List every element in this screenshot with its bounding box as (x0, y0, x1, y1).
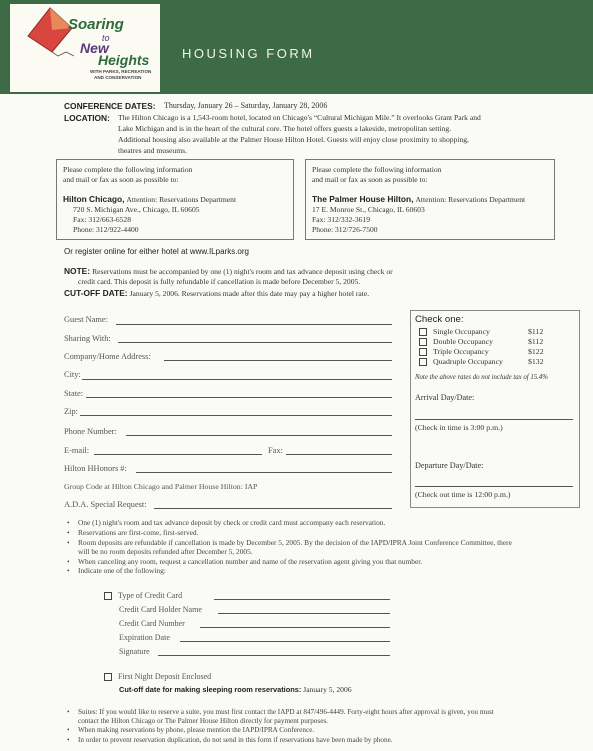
fax-input[interactable] (286, 454, 392, 455)
group-code: Group Code at Hilton Chicago and Palmer House Hilton: IAP (64, 482, 258, 491)
departure-label: Departure Day/Date: (415, 461, 484, 470)
ada-label: A.D.A. Special Request: (64, 500, 147, 509)
hotel-attn: Attention: Reservations Department (126, 195, 237, 204)
logo-line-2: to (102, 33, 110, 43)
hotel-name: The Palmer House Hilton, (312, 194, 414, 204)
hotel-address: 17 E. Monroe St., Chicago, IL 60603 (312, 205, 425, 214)
hhonors-label: Hilton HHonors #: (64, 464, 127, 473)
cutoff-sleeping-value: January 5, 2006 (303, 685, 352, 694)
zip-label: Zip: (64, 407, 78, 416)
checkbox[interactable] (419, 328, 427, 336)
arrival-label: Arrival Day/Date: (415, 393, 475, 402)
city-input[interactable] (82, 379, 392, 380)
list-item: • When canceling any room, request a cancellation number and name of the reservation agent giving you that number. (64, 558, 514, 567)
list-item: • Indicate one of the following: (64, 567, 514, 576)
card-holder-input[interactable] (218, 613, 390, 614)
occupancy-option[interactable] (419, 357, 574, 366)
occupancy-option[interactable] (419, 327, 574, 336)
hotel-attn: Attention: Reservations Department (415, 195, 526, 204)
list-item: • Suites: If you would like to reserve a suite, you must first contact the IAPD at 847/496-4449. Forty-eight hours after approval is given, you must contact the Hilton Chicago or The Palmer House Hilton directly for payment purposes. (64, 708, 504, 725)
page-title: HOUSING FORM (182, 46, 315, 61)
option-price: $112 (528, 327, 544, 336)
list-item: • One (1) night's room and tax advance deposit by check or credit card must accompany each reservation. (64, 519, 514, 528)
signature-input[interactable] (158, 655, 390, 656)
occupancy-option[interactable] (419, 347, 574, 356)
card-type-input[interactable] (214, 599, 390, 600)
zip-input[interactable] (80, 415, 392, 416)
online-note: Or register online for either hotel at www.ILparks.org (64, 247, 249, 256)
card-holder-label: Credit Card Holder Name (119, 605, 202, 614)
cutoff-sleeping-label: Cut-off date for making sleeping room reservations: (119, 685, 302, 694)
cutoff-label: CUT-OFF DATE: (64, 288, 128, 298)
hotel-phone: Phone: 312/922-4400 (73, 225, 139, 234)
occupancy-option[interactable] (419, 337, 574, 346)
card-number-input[interactable] (200, 627, 390, 628)
first-night-label: First Night Deposit Enclosed (118, 672, 212, 681)
hotel-box-hilton (56, 159, 294, 240)
checkbox[interactable] (419, 358, 427, 366)
location-line-1: The Hilton Chicago is a 1,543-room hotel, located on Chicago's “Cultural Michigan Mile.” It overlooks Grant Park and (118, 113, 481, 122)
checkbox[interactable] (419, 338, 427, 346)
arrival-input[interactable] (415, 419, 573, 420)
card-type-label: Type of Credit Card (118, 591, 183, 600)
list-item: • In order to prevent reservation duplication, do not send in this form if reservations have been made by phone. (64, 736, 504, 745)
policy-list (64, 519, 514, 577)
hotel-phone: Phone: 312/726-7500 (312, 225, 378, 234)
first-night-option[interactable] (104, 672, 211, 682)
email-input[interactable] (94, 454, 262, 455)
fax-label: Fax: (268, 446, 283, 455)
checkbox[interactable] (104, 673, 112, 681)
signature-label: Signature (119, 647, 150, 656)
email-label: E-mail: (64, 446, 90, 455)
list-item: • When making reservations by phone, please mention the IAPD/IPRA Conference. (64, 726, 504, 735)
logo-line-4: Heights (98, 52, 150, 68)
suite-list (64, 708, 504, 746)
check-one-box (410, 310, 580, 508)
option-price: $132 (528, 357, 544, 366)
hotel-box-palmer (305, 159, 555, 240)
logo-tagline-2: AND CONSERVATION (94, 75, 142, 80)
location-line-3: Additional housing also available at the Palmer House Hilton Hotel. Guests will enjoy close proximity to shopping, (118, 135, 469, 144)
sharing-with-input[interactable] (118, 342, 392, 343)
cutoff-text: January 5, 2006. Reservations made after this date may pay a higher hotel rate. (129, 289, 370, 298)
guest-name-label: Guest Name: (64, 315, 108, 324)
credit-card-option[interactable] (104, 591, 182, 601)
hotel-name: Hilton Chicago, (63, 194, 125, 204)
checkbox[interactable] (419, 348, 427, 356)
option-label: Double Occupancy (433, 337, 493, 346)
state-label: State: (64, 389, 84, 398)
logo-line-3: New (80, 40, 109, 56)
expiration-input[interactable] (180, 641, 390, 642)
tax-note: Note the above rates do not include tax of 15.4% (415, 374, 548, 381)
company-label: Company/Home Address: (64, 352, 151, 361)
ada-input[interactable] (154, 508, 392, 509)
option-label: Quadruple Occupancy (433, 357, 503, 366)
location-line-4: theatres and museums. (118, 146, 187, 155)
hhonors-input[interactable] (136, 472, 392, 473)
checkin-note: (Check in time is 3:00 p.m.) (415, 423, 503, 432)
option-label: Single Occupancy (433, 327, 490, 336)
departure-input[interactable] (415, 486, 573, 487)
expiration-label: Expiration Date (119, 633, 170, 642)
location-line-2: Lake Michigan and is in the heart of the cultural core. The hotel offers guests a lakeside, metropolitan setting. (118, 124, 452, 133)
dates-value: Thursday, January 26 – Saturday, January 28, 2006 (164, 101, 328, 110)
hotel-intro-1: Please complete the following information (63, 165, 193, 174)
dates-label: CONFERENCE DATES: (64, 101, 156, 111)
check-one-title: Check one: (415, 314, 464, 325)
logo-line-1: Soaring (68, 16, 124, 33)
logo (10, 4, 160, 92)
hotel-intro-2: and mail or fax as soon as possible to: (312, 175, 428, 184)
guest-name-input[interactable] (116, 324, 392, 325)
note-line-2: credit card. This deposit is fully refundable if cancellation is made before December 5, 2005. (78, 277, 361, 286)
list-item: • Room deposits are refundable if cancellation is made by December 5, 2005. By the decision of the IAPD/IPRA Joint Conference Committee, there will be no room deposits refunded after December 5, 2005. (64, 539, 514, 557)
hotel-intro-2: and mail or fax as soon as possible to: (63, 175, 179, 184)
location-label: LOCATION: (64, 113, 110, 123)
city-label: City: (64, 370, 81, 379)
phone-label: Phone Number: (64, 427, 117, 436)
company-input[interactable] (164, 360, 392, 361)
card-number-label: Credit Card Number (119, 619, 185, 628)
hotel-intro-1: Please complete the following information (312, 165, 442, 174)
logo-tagline-1: WITH PARKS, RECREATION (90, 69, 152, 74)
hotel-address: 720 S. Michigan Ave., Chicago, IL 60605 (73, 205, 200, 214)
state-input[interactable] (86, 397, 392, 398)
hotel-fax: Fax: 312/332-3619 (312, 215, 371, 224)
hotel-fax: Fax: 312/663-6528 (73, 215, 132, 224)
option-price: $122 (528, 347, 544, 356)
phone-input[interactable] (126, 435, 392, 436)
note-line-1: Reservations must be accompanied by one (1) night's room and tax advance deposit using check or (92, 267, 393, 276)
option-price: $112 (528, 337, 544, 346)
checkout-note: (Check out time is 12:00 p.m.) (415, 490, 511, 499)
checkbox[interactable] (104, 592, 112, 600)
sharing-with-label: Sharing With: (64, 334, 111, 343)
note-label: NOTE: (64, 266, 91, 276)
list-item: • Reservations are first-come, first-served. (64, 529, 514, 538)
option-label: Triple Occupancy (433, 347, 489, 356)
